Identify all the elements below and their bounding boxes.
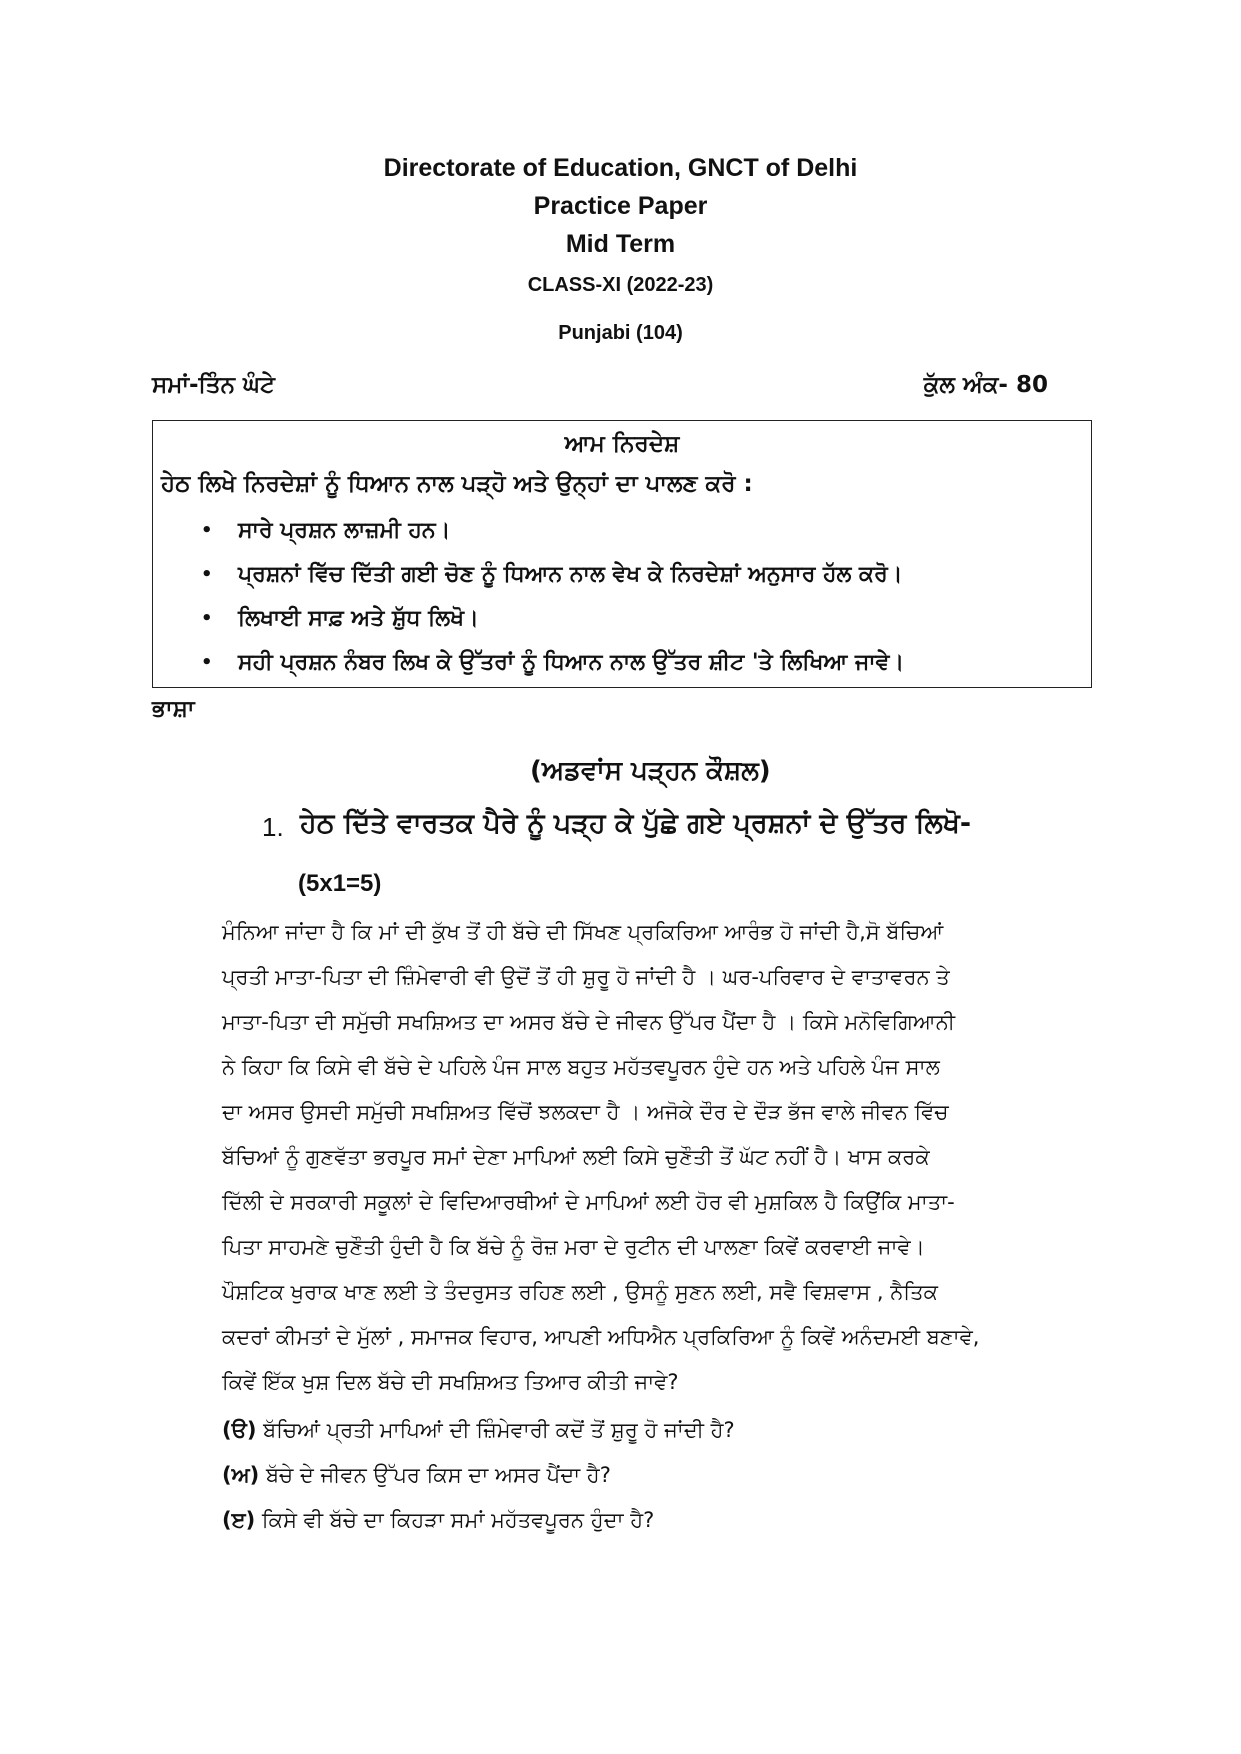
section-title: (ਅਡਵਾਂਸ ਪੜ੍ਹਨ ਕੌਸ਼ਲ) — [530, 756, 771, 786]
paper-type: Practice Paper — [533, 192, 708, 220]
instruction-item — [153, 599, 904, 643]
sub-question-label: (ੲ) — [222, 1508, 256, 1532]
passage-line: ਬੱਚਿਆਂ ਨੂੰ ਗੁਣਵੱਤਾ ਭਰਪੂਰ ਸਮਾਂ ਦੇਣਾ ਮਾਪਿਆਂ ਲਈ ਕਿਸੇ ਚੁਣੌਤੀ ਤੋਂ ਘੱਟ ਨਹੀਂ ਹੈ। ਖਾਸ ਕਰਕੇ — [222, 1145, 930, 1169]
bullet-icon: • — [201, 608, 213, 629]
section-label: ਭਾਸ਼ਾ — [152, 696, 195, 722]
instruction-item — [153, 511, 904, 555]
instruction-text: ਪ੍ਰਸ਼ਨਾਂ ਵਿੱਚ ਦਿੱਤੀ ਗਈ ਚੋਣ ਨੂੰ ਧਿਆਨ ਨਾਲ ਵੇਖ ਕੇ ਨਿਰਦੇਸ਼ਾਂ ਅਨੁਸਾਰ ਹੱਲ ਕਰੋ। — [238, 562, 903, 587]
passage-line: ਦਿੱਲੀ ਦੇ ਸਰਕਾਰੀ ਸਕੂਲਾਂ ਦੇ ਵਿਦਿਆਰਥੀਆਂ ਦੇ ਮਾਪਿਆਂ ਲਈ ਹੋਰ ਵੀ ਮੁਸ਼ਕਿਲ ਹੈ ਕਿਉਂਕਿ ਮਾਤਾ- — [222, 1190, 955, 1214]
instructions-intro: ਹੇਠ ਲਿਖੇ ਨਿਰਦੇਸ਼ਾਂ ਨੂੰ ਧਿਆਨ ਨਾਲ ਪੜ੍ਹੋ ਅਤੇ ਉਨ੍ਹਾਂ ਦਾ ਪਾਲਣ ਕਰੋ : — [161, 471, 753, 497]
passage-line: ਕਦਰਾਂ ਕੀਮਤਾਂ ਦੇ ਮੁੱਲਾਂ , ਸਮਾਜਕ ਵਿਹਾਰ, ਆਪਣੀ ਅਧਿਐਨ ਪ੍ਰਕਿਰਿਆ ਨੂੰ ਕਿਵੇਂ ਅਨੰਦਮਈ ਬਣਾਵੇ, — [222, 1325, 980, 1349]
sub-question-text: ਬੱਚਿਆਂ ਪ੍ਰਤੀ ਮਾਪਿਆਂ ਦੀ ਜ਼ਿੰਮੇਵਾਰੀ ਕਦੋਂ ਤੋਂ ਸ਼ੁਰੂ ਹੋ ਜਾਂਦੀ ਹੈ? — [263, 1418, 735, 1442]
passage-line: ਨੇ ਕਿਹਾ ਕਿ ਕਿਸੇ ਵੀ ਬੱਚੇ ਦੇ ਪਹਿਲੇ ਪੰਜ ਸਾਲ ਬਹੁਤ ਮਹੱਤਵਪੂਰਨ ਹੁੰਦੇ ਹਨ ਅਤੇ ਪਹਿਲੇ ਪੰਜ ਸਾਲ — [222, 1055, 940, 1079]
sub-question-label: (ਅ) — [222, 1463, 260, 1487]
subject-label: Punjabi (104) — [558, 322, 683, 344]
passage-line: ਕਿਵੇਂ ਇੱਕ ਖੁਸ਼ ਦਿਲ ਬੱਚੇ ਦੀ ਸਖਸ਼ਿਅਤ ਤਿਆਰ ਕੀਤੀ ਜਾਵੇ? — [222, 1370, 679, 1394]
sub-question — [222, 1508, 654, 1533]
sub-question-text: ਕਿਸੇ ਵੀ ਬੱਚੇ ਦਾ ਕਿਹੜਾ ਸਮਾਂ ਮਹੱਤਵਪੂਰਨ ਹੁੰਦਾ ਹੈ? — [261, 1508, 655, 1532]
instruction-text: ਸਾਰੇ ਪ੍ਰਸ਼ਨ ਲਾਜ਼ਮੀ ਹਨ। — [238, 518, 451, 543]
sub-question — [222, 1463, 611, 1488]
term-title: Mid Term — [565, 230, 676, 258]
passage-line: ਮਾਤਾ-ਪਿਤਾ ਦੀ ਸਮੁੱਚੀ ਸਖਸ਼ਿਅਤ ਦਾ ਅਸਰ ਬੱਚੇ ਦੇ ਜੀਵਨ ਉੱਪਰ ਪੈਂਦਾ ਹੈ । ਕਿਸੇ ਮਨੋਵਿਗਿਆਨੀ — [222, 1010, 956, 1034]
instruction-text: ਸਹੀ ਪ੍ਰਸ਼ਨ ਨੰਬਰ ਲਿਖ ਕੇ ਉੱਤਰਾਂ ਨੂੰ ਧਿਆਨ ਨਾਲ ਉੱਤਰ ਸ਼ੀਟ 'ਤੇ ਲਿਖਿਆ ਜਾਵੇ। — [238, 650, 905, 675]
instructions-heading: ਆਮ ਨਿਰਦੇਸ਼ — [564, 431, 680, 457]
organization-name: Directorate of Education, GNCT of Delhi — [383, 154, 858, 182]
bullet-icon: • — [201, 564, 213, 585]
passage-line: ਮੰਨਿਆ ਜਾਂਦਾ ਹੈ ਕਿ ਮਾਂ ਦੀ ਕੁੱਖ ਤੋਂ ਹੀ ਬੱਚੇ ਦੀ ਸਿੱਖਣ ਪ੍ਰਕਿਰਿਆ ਆਰੰਭ ਹੋ ਜਾਂਦੀ ਹੈ,ਸੋ ਬੱਚਿਆਂ — [222, 920, 944, 944]
instruction-item — [153, 643, 904, 687]
time-allowed: ਸਮਾਂ-ਤਿੰਨ ਘੰਟੇ — [152, 372, 275, 398]
instructions-list — [153, 511, 904, 687]
question-number: 1. — [262, 812, 284, 842]
sub-question-text: ਬੱਚੇ ਦੇ ਜੀਵਨ ਉੱਪਰ ਕਿਸ ਦਾ ਅਸਰ ਪੈਂਦਾ ਹੈ? — [265, 1463, 611, 1487]
question-text: ਹੇਠ ਦਿੱਤੇ ਵਾਰਤਕ ਪੈਰੇ ਨੂੰ ਪੜ੍ਹ ਕੇ ਪੁੱਛੇ ਗਏ ਪ੍ਰਸ਼ਨਾਂ ਦੇ ਉੱਤਰ ਲਿਖੋ- — [300, 808, 972, 839]
general-instructions-box — [152, 420, 1092, 688]
question-marks: (5x1=5) — [298, 870, 382, 897]
passage-line: ਪੌਸ਼ਟਿਕ ਖੁਰਾਕ ਖਾਣ ਲਈ ਤੇ ਤੰਦਰੁਸਤ ਰਹਿਣ ਲਈ , ਉਸਨੂੰ ਸੁਣਨ ਲਈ, ਸਵੈ ਵਿਸ਼ਵਾਸ , ਨੈਤਿਕ — [222, 1280, 938, 1304]
bullet-icon: • — [201, 520, 213, 541]
class-label: CLASS-XI (2022-23) — [527, 274, 714, 296]
sub-question-label: (ੳ) — [222, 1418, 257, 1442]
instruction-text: ਲਿਖਾਈ ਸਾਫ਼ ਅਤੇ ਸ਼ੁੱਧ ਲਿਖੋ। — [238, 606, 479, 631]
passage-line: ਪ੍ਰਤੀ ਮਾਤਾ-ਪਿਤਾ ਦੀ ਜ਼ਿੰਮੇਵਾਰੀ ਵੀ ਉਦੋਂ ਤੋਂ ਹੀ ਸ਼ੁਰੂ ਹੋ ਜਾਂਦੀ ਹੈ । ਘਰ-ਪਰਿਵਾਰ ਦੇ ਵਾਤਾਵਰਨ ਤੇ — [222, 965, 950, 989]
bullet-icon: • — [201, 652, 213, 673]
sub-question — [222, 1418, 735, 1443]
passage-line: ਪਿਤਾ ਸਾਹਮਣੇ ਚੁਣੌਤੀ ਹੁੰਦੀ ਹੈ ਕਿ ਬੱਚੇ ਨੂੰ ਰੋਜ਼ ਮਰਾ ਦੇ ਰੁਟੀਨ ਦੀ ਪਾਲਣਾ ਕਿਵੇਂ ਕਰਵਾਈ ਜਾਵੇ। — [222, 1235, 925, 1259]
total-marks: ਕੁੱਲ ਅੰਕ- 80 — [923, 372, 1048, 398]
instruction-item — [153, 555, 904, 599]
passage-line: ਦਾ ਅਸਰ ਉਸਦੀ ਸਮੁੱਚੀ ਸਖਸ਼ਿਅਤ ਵਿੱਚੋਂ ਝਲਕਦਾ ਹੈ । ਅਜੋਕੇ ਦੌਰ ਦੇ ਦੌੜ ਭੱਜ ਵਾਲੇ ਜੀਵਨ ਵਿੱਚ — [222, 1100, 949, 1124]
